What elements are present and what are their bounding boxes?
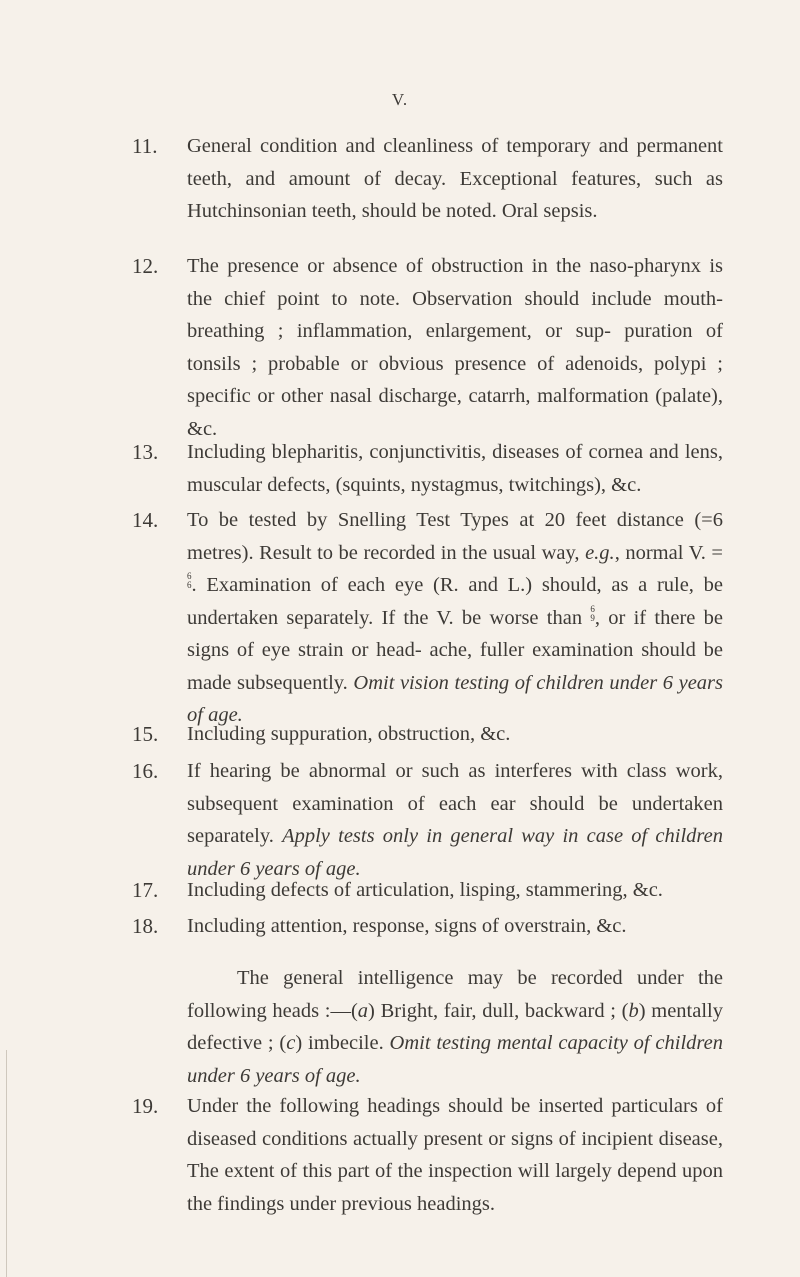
entry-text: Including defects of articulation, lisping, stammering, &c.	[187, 879, 663, 901]
entry-number: 17.	[132, 878, 159, 902]
fraction-numerator: 6	[187, 571, 192, 581]
note-text-part: ) imbecile.	[295, 1032, 390, 1054]
entry-text: Including attention, response, signs of overstrain, &c.	[187, 915, 627, 937]
entry-text-italic: Apply tests only in general way in case of children under 6 years of age.	[187, 825, 723, 880]
entry-text	[187, 504, 723, 732]
note-text-italic: b	[628, 999, 639, 1022]
entry-text	[187, 755, 723, 885]
entry-text-italic: e.g.	[585, 541, 615, 564]
entry-text-italic: Omit vision testing of children under 6 years of age.	[187, 671, 724, 726]
note-text-part: ) Bright, fair, dull, backward ; (	[368, 999, 629, 1022]
note-text-part: The general intelligence may be recorded under the following heads :—(	[187, 967, 723, 1022]
entry-number: 11.	[132, 134, 158, 158]
page-edge-line	[6, 1050, 7, 1277]
entry-number: 19.	[132, 1094, 159, 1118]
note-text-italic: c	[286, 1032, 296, 1054]
entry-text: Under the following headings should be inserted particulars of diseased conditions actually present or signs of incipient disease, The extent of this part of the inspection will largely depend upon the findings under previous headings.	[187, 1095, 723, 1215]
note-text-italic: Omit testing mental capacity of children under 6 years of age.	[187, 1032, 723, 1087]
entry-text-part: , normal V. =	[614, 541, 723, 564]
entry-number: 18.	[132, 914, 159, 938]
entry-number: 12.	[132, 254, 159, 278]
fraction-numerator: 6	[590, 603, 595, 614]
note-text-part: ) mentally defective ; (	[187, 999, 723, 1054]
entry-text: Including suppuration, obstruction, &c.	[187, 723, 511, 745]
entry-text: The presence or absence of obstruction in the naso-pharynx is the chief point to note. Observation should include mouth-breathing ; inflammation, enlargement, or sup- puration of tonsils ; probable or obvious presence of adenoids, polypi ; specific or other nasal discharge, catarrh, malformation (palate), &c.	[187, 255, 723, 440]
entry-number: 13.	[132, 440, 159, 464]
entry-number: 15.	[132, 722, 159, 746]
page-number: V.	[391, 90, 409, 109]
entry-number: 14.	[132, 508, 159, 532]
note-text-italic: a	[357, 999, 369, 1022]
entry-number: 16.	[132, 759, 159, 783]
fraction-denominator: 9	[590, 612, 595, 623]
entry-text-part: . Examination of each eye (R. and L.) should, as a rule, be undertaken separately. If the V. be worse than	[187, 574, 723, 629]
entry-text-part: If hearing be abnormal or such as interferes with class work, subsequent examination of each ear should be undertaken separately.	[187, 760, 723, 847]
fraction-denominator: 6	[187, 580, 192, 590]
intelligence-note	[187, 962, 723, 1092]
entry-text: General condition and cleanliness of temporary and permanent teeth, and amount of decay. Exceptional features, such as Hutchinsonian teeth, should be noted. Oral sepsis.	[187, 135, 723, 222]
entry-text-part: , or if there be signs of eye strain or head- ache, fuller examination should be made subsequently.	[187, 606, 723, 694]
entry-text: Including blepharitis, conjunctivitis, diseases of cornea and lens, muscular defects, (squints, nystagmus, twitchings), &c.	[187, 441, 723, 496]
entry-text-part: To be tested by Snelling Test Types at 20 feet distance (=6 metres). Result to be recorded in the usual way,	[187, 509, 723, 564]
